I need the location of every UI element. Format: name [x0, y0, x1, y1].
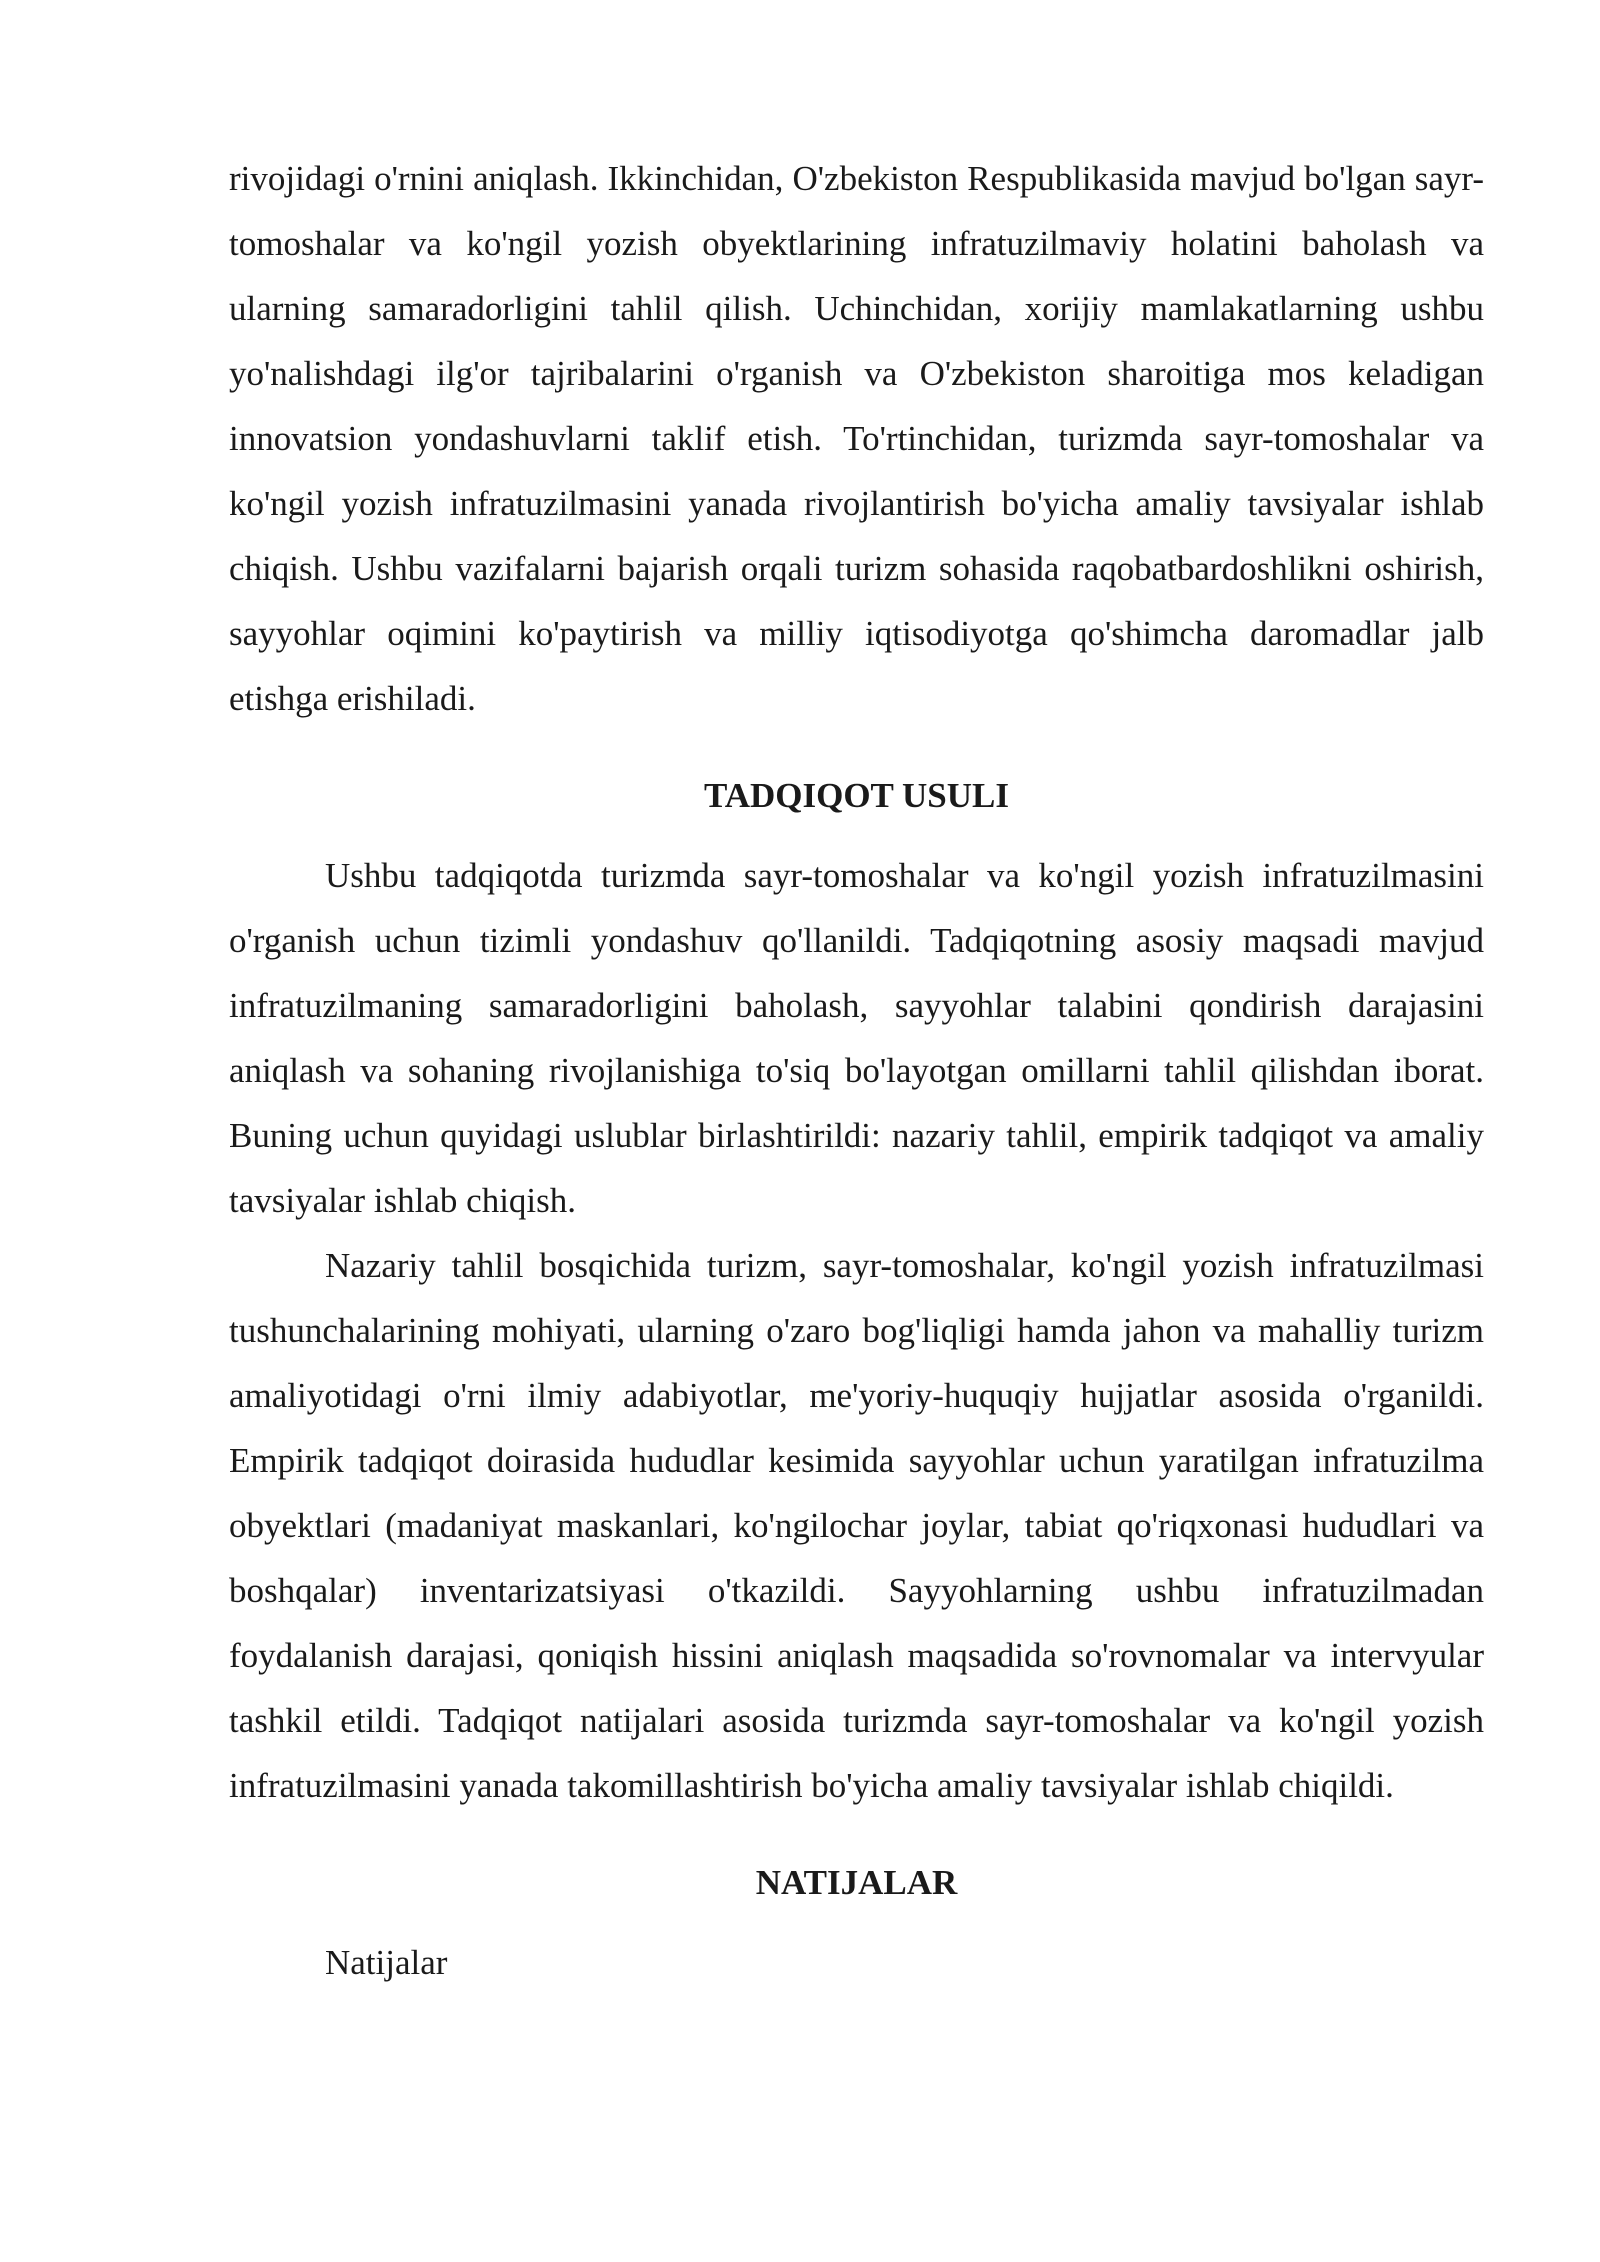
section-heading-methods: TADQIQOT USULI [703, 776, 1010, 815]
body-paragraph: Natijalar [325, 1943, 448, 1982]
section-heading-results: NATIJALAR [755, 1863, 958, 1902]
document-body [229, 146, 1484, 1995]
spacer [229, 828, 1484, 843]
spacer [229, 1818, 1484, 1850]
spacer [229, 731, 1484, 763]
body-paragraph: Nazariy tahlil bosqichida turizm, sayr-tomoshalar, ko'ngil yozish infratuzilmasi tushunchalarining mohiyati, ularning o'zaro bog'liqligi hamda jahon va mahalliy turizm amaliyotidagi o'rni ilmiy adabiyotlar, me'yoriy-huquqiy hujjatlar asosida o'rganildi. Empirik tadqiqot doirasida hududlar kesimida sayyohlar uchun yaratilgan infratuzilma obyektlari (madaniyat maskanlari, ko'ngilochar joylar, tabiat qo'riqxonasi hududlari va boshqalar) inventarizatsiyasi o'tkazildi. Sayyohlarning ushbu infratuzilmadan foydalanish darajasi, qoniqish hissini aniqlash maqsadida so'rovnomalar va intervyular tashkil etildi. Tadqiqot natijalari asosida turizmda sayr-tomoshalar va ko'ngil yozish infratuzilmasini yanada takomillashtirish bo'yicha amaliy tavsiyalar ishlab chiqildi. [229, 1246, 1484, 1805]
body-paragraph: rivojidagi o'rnini aniqlash. Ikkinchidan, O'zbekiston Respublikasida mavjud bo'lgan sayr-tomoshalar va ko'ngil yozish obyektlarining infratuzilmaviy holatini baholash va ularning samaradorligini tahlil qilish. Uchinchidan, xorijiy mamlakatlarning ushbu yo'nalishdagi ilg'or tajribalarini o'rganish va O'zbekiston sharoitiga mos keladigan innovatsion yondashuvlarni taklif etish. To'rtinchidan, turizmda sayr-tomoshalar va ko'ngil yozish infratuzilmasini yanada rivojlantirish bo'yicha amaliy tavsiyalar ishlab chiqish. Ushbu vazifalarni bajarish orqali turizm sohasida raqobatbardoshlikni oshirish, sayyohlar oqimini ko'paytirish va milliy iqtisodiyotga qo'shimcha daromadlar jalb etishga erishiladi. [229, 159, 1484, 718]
body-paragraph: Ushbu tadqiqotda turizmda sayr-tomoshalar va ko'ngil yozish infratuzilmasini o'rganish uchun tizimli yondashuv qo'llanildi. Tadqiqotning asosiy maqsadi mavjud infratuzilmaning samaradorligini baholash, sayyohlar talabini qondirish darajasini aniqlash va sohaning rivojlanishiga to'siq bo'layotgan omillarni tahlil qilishdan iborat. Buning uchun quyidagi uslublar birlashtirildi: nazariy tahlil, empirik tadqiqot va amaliy tavsiyalar ishlab chiqish. [229, 856, 1484, 1220]
spacer [229, 1915, 1484, 1930]
